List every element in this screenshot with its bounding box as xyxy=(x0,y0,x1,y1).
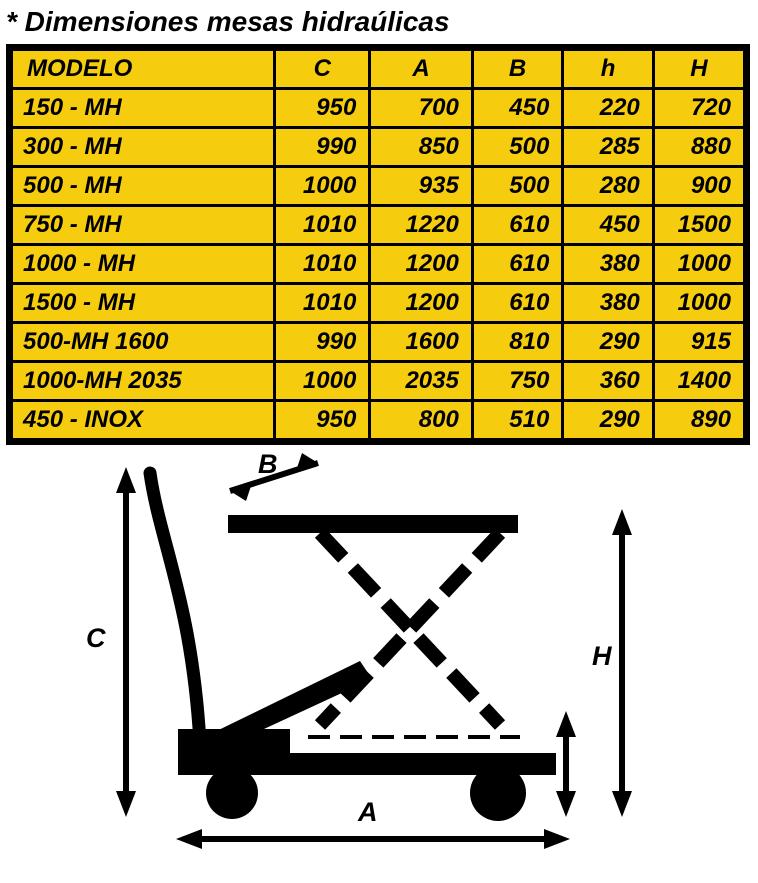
table-row xyxy=(12,284,745,323)
cell-h-low: 450 xyxy=(563,206,653,245)
table-row xyxy=(12,206,745,245)
table-row xyxy=(12,401,745,440)
cell-h-high: 1400 xyxy=(653,362,744,401)
cell-modelo: 150 - MH xyxy=(12,89,275,128)
cell-h-high: 915 xyxy=(653,323,744,362)
cell-c: 950 xyxy=(275,89,370,128)
table-header-row xyxy=(12,50,745,89)
cell-modelo: 1500 - MH xyxy=(12,284,275,323)
cell-b: 810 xyxy=(472,323,562,362)
cell-a: 800 xyxy=(370,401,473,440)
cell-h-high: 720 xyxy=(653,89,744,128)
cell-b: 500 xyxy=(472,128,562,167)
wheel-rear xyxy=(470,765,526,821)
cell-c: 950 xyxy=(275,401,370,440)
cell-c: 1000 xyxy=(275,167,370,206)
cell-c: 1000 xyxy=(275,362,370,401)
cell-modelo: 1000 - MH xyxy=(12,245,275,284)
dimension-label-a: A xyxy=(358,797,378,827)
dimension-arrow-h-high xyxy=(612,509,632,817)
column-header-modelo: MODELO xyxy=(12,50,275,89)
cell-h-high: 900 xyxy=(653,167,744,206)
cell-a: 1200 xyxy=(370,284,473,323)
column-header-b: B xyxy=(472,50,562,89)
cell-h-low: 280 xyxy=(563,167,653,206)
platform-top xyxy=(228,515,518,533)
table-row xyxy=(12,245,745,284)
column-header-a: A xyxy=(370,50,473,89)
cell-h-low: 290 xyxy=(563,401,653,440)
cell-modelo: 450 - INOX xyxy=(12,401,275,440)
cell-modelo: 1000-MH 2035 xyxy=(12,362,275,401)
cell-modelo: 750 - MH xyxy=(12,206,275,245)
page-title: * Dimensiones mesas hidraúlicas xyxy=(6,6,450,37)
cell-b: 610 xyxy=(472,284,562,323)
cell-h-high: 1500 xyxy=(653,206,744,245)
cell-b: 610 xyxy=(472,245,562,284)
dimension-arrow-h-low xyxy=(556,711,576,817)
cell-b: 510 xyxy=(472,401,562,440)
cell-a: 2035 xyxy=(370,362,473,401)
cell-c: 990 xyxy=(275,128,370,167)
dimensions-table xyxy=(10,48,746,441)
cell-b: 450 xyxy=(472,89,562,128)
column-header-h-low: h xyxy=(563,50,653,89)
cell-a: 1200 xyxy=(370,245,473,284)
cell-b: 750 xyxy=(472,362,562,401)
cell-modelo: 500-MH 1600 xyxy=(12,323,275,362)
base-block xyxy=(178,729,290,757)
dimension-label-h-high: H xyxy=(592,641,612,671)
cell-modelo: 300 - MH xyxy=(12,128,275,167)
cell-h-high: 880 xyxy=(653,128,744,167)
cell-c: 1010 xyxy=(275,284,370,323)
dimension-label-h-low: h xyxy=(534,749,551,779)
cell-a: 935 xyxy=(370,167,473,206)
column-header-h-high: H xyxy=(653,50,744,89)
cell-h-high: 1000 xyxy=(653,284,744,323)
cell-b: 610 xyxy=(472,206,562,245)
table-row xyxy=(12,167,745,206)
cell-a: 850 xyxy=(370,128,473,167)
cell-a: 1220 xyxy=(370,206,473,245)
lift-table-diagram xyxy=(0,453,758,863)
cell-c: 990 xyxy=(275,323,370,362)
cell-h-low: 285 xyxy=(563,128,653,167)
dimension-label-c: C xyxy=(86,623,106,653)
cell-modelo: 500 - MH xyxy=(12,167,275,206)
dimension-arrow-c xyxy=(116,467,136,817)
cell-b: 500 xyxy=(472,167,562,206)
wheel-front xyxy=(206,767,258,819)
cell-c: 1010 xyxy=(275,245,370,284)
table-row xyxy=(12,128,745,167)
handle-bar xyxy=(150,473,200,743)
table-row xyxy=(12,323,745,362)
scissor-mechanism xyxy=(320,533,500,725)
table-row xyxy=(12,89,745,128)
cell-a: 1600 xyxy=(370,323,473,362)
cell-h-high: 1000 xyxy=(653,245,744,284)
table-row xyxy=(12,362,745,401)
dimensions-table-container xyxy=(6,44,750,445)
cell-h-low: 380 xyxy=(563,284,653,323)
cell-h-low: 290 xyxy=(563,323,653,362)
dimension-label-b: B xyxy=(258,453,278,479)
cell-h-low: 220 xyxy=(563,89,653,128)
cell-h-low: 360 xyxy=(563,362,653,401)
cell-c: 1010 xyxy=(275,206,370,245)
cell-a: 700 xyxy=(370,89,473,128)
column-header-c: C xyxy=(275,50,370,89)
cell-h-low: 380 xyxy=(563,245,653,284)
cell-h-high: 890 xyxy=(653,401,744,440)
dimension-arrow-a xyxy=(176,829,570,849)
